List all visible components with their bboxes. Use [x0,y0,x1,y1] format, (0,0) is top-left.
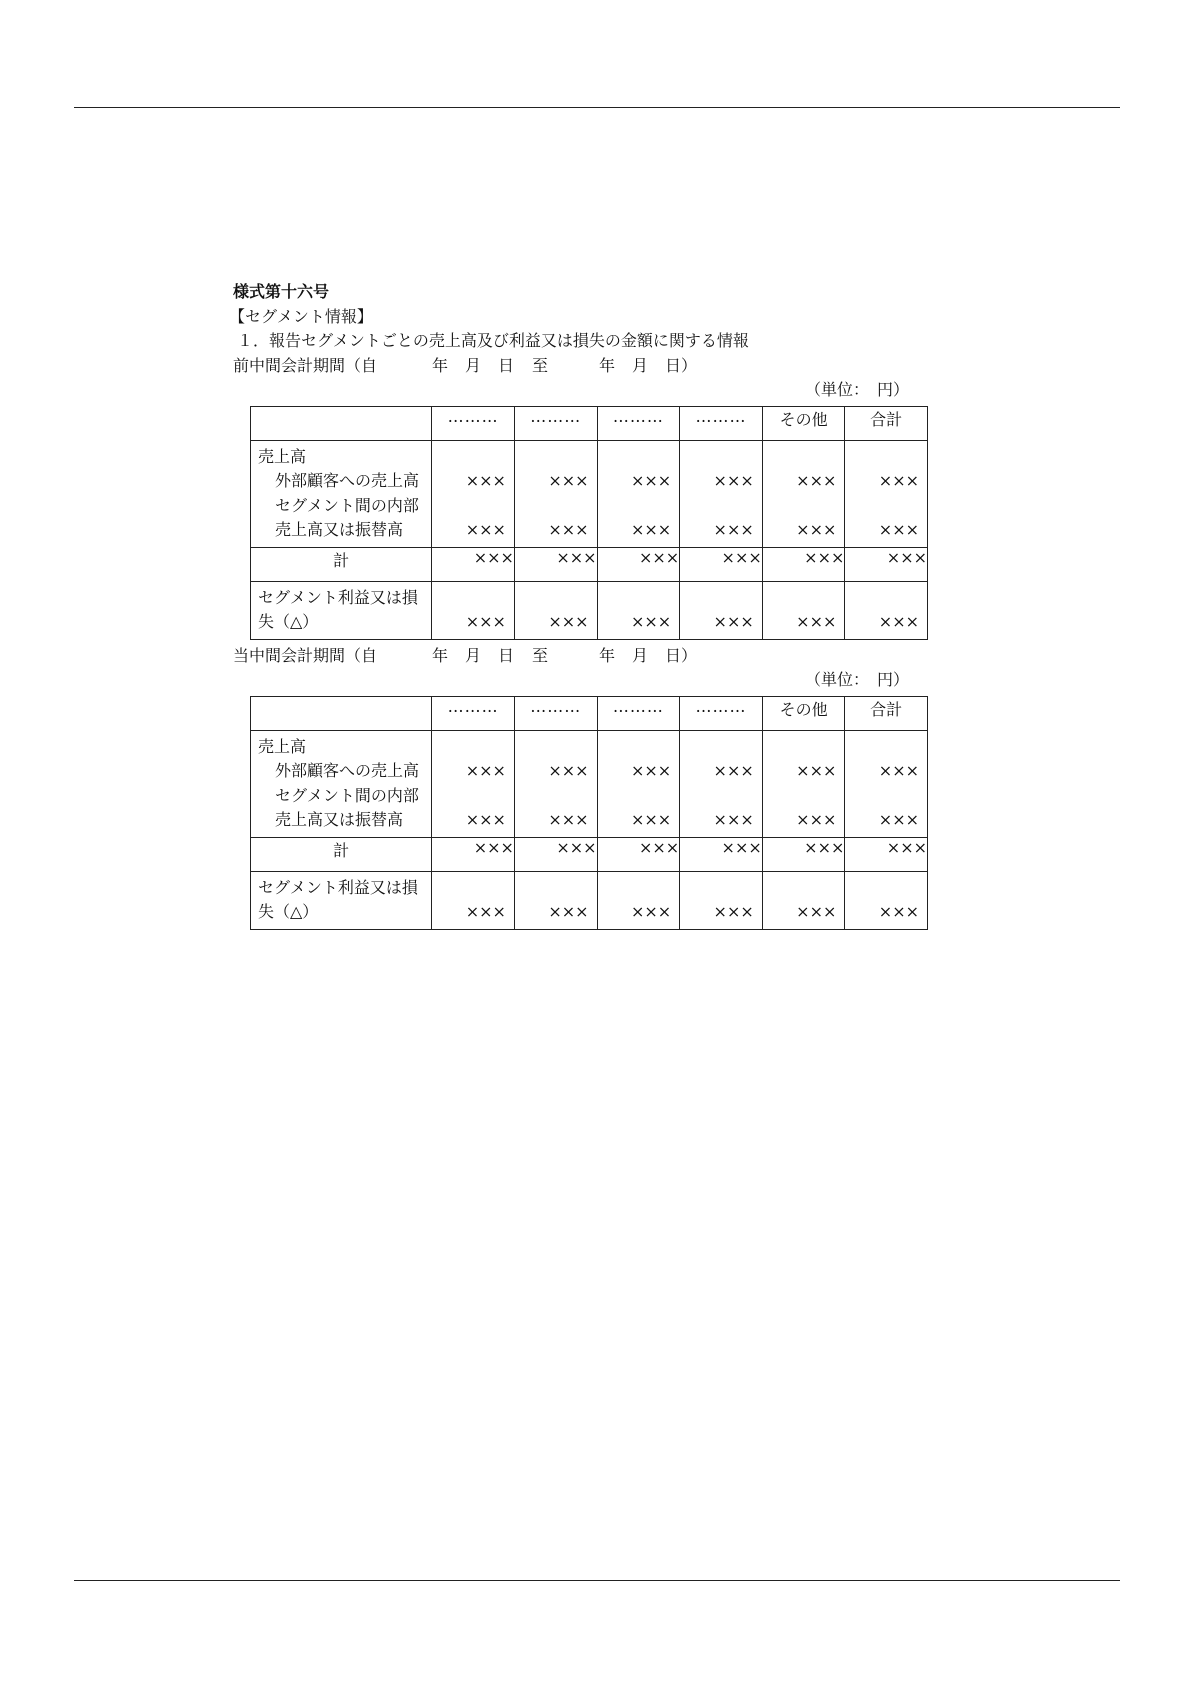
profit-value-cell: ××× [597,871,680,929]
external-sales-label: 外部顧客への売上高 [275,761,420,780]
period-to: 至 [532,355,549,375]
profit-label-1: セグメント利益又は損 [258,877,418,897]
total-value: ××× [680,547,763,581]
header-segment-1: ……… [432,696,515,730]
profit-label-1: セグメント利益又は損 [258,587,418,607]
profit-value-cell: ××× [432,581,515,639]
profit-value-cell: ××× [597,581,680,639]
external-sales-label: 外部顧客への売上高 [275,471,420,490]
internal-sales-label-1: セグメント間の内部 [275,495,419,515]
sales-values-cell: ××× ××× [597,440,680,547]
total-value: ××× [432,837,515,871]
profit-value-cell: ××× [762,581,845,639]
header-total: 合計 [845,406,928,440]
profit-label-cell [251,581,432,639]
header-segment-2: ……… [514,696,597,730]
profit-label-2: 失（△） [258,902,319,921]
header-segment-4: ……… [680,406,763,440]
header-segment-3: ……… [597,696,680,730]
sales-values-cell: ××× ××× [597,730,680,837]
profit-value-cell: ××× [680,871,763,929]
total-value: ××× [514,837,597,871]
item-title: １．報告セグメントごとの売上高及び利益又は損失の金額に関する情報 [237,331,749,350]
total-label: 計 [251,547,432,581]
period-day-from: 日 [498,355,515,375]
sales-values-cell: ××× ××× [762,440,845,547]
sales-values-cell: ××× ××× [432,730,515,837]
header-segment-3: ……… [597,406,680,440]
sales-values-cell: ××× ××× [762,730,845,837]
period-year-to: 年 [599,645,616,665]
form-title: 様式第十六号 [233,282,330,301]
profit-value-cell: ××× [514,581,597,639]
header-other: その他 [762,406,845,440]
sales-values-cell: ××× ××× [845,440,928,547]
period-year-to: 年 [599,355,616,375]
segment-table-previous [250,406,928,640]
unit-label: （単位： 円） [805,670,910,689]
internal-sales-label-1: セグメント間の内部 [275,785,419,805]
total-label: 計 [251,837,432,871]
unit-label: （単位： 円） [805,380,910,399]
period-month-from: 月 [465,355,482,375]
period-month-to: 月 [632,645,649,665]
sales-label-cell [251,730,432,837]
period-label: 当中間会計期間（自 [233,645,378,665]
period-month-to: 月 [632,355,649,375]
header-segment-1: ……… [432,406,515,440]
period-to: 至 [532,645,549,665]
header-segment-4: ……… [680,696,763,730]
internal-sales-label-2: 売上高又は振替高 [275,810,404,829]
table-row-profit [251,581,928,639]
section-title: 【セグメント情報】 [229,306,373,326]
header-rule [74,107,1120,108]
footer-rule [74,1580,1120,1581]
header-total: 合計 [845,696,928,730]
period-line-previous [233,354,933,379]
table-row-sales [251,730,928,837]
total-value: ××× [762,547,845,581]
sales-values-cell: ××× ××× [432,440,515,547]
header-blank [251,406,432,440]
sales-values-cell: ××× ××× [680,440,763,547]
period-label: 前中間会計期間（自 [233,355,378,375]
unit-line [233,378,933,403]
sales-label-cell [251,440,432,547]
unit-line [233,668,933,693]
total-value: ××× [597,547,680,581]
table-row-total [251,837,928,871]
sales-values-cell: ××× ××× [680,730,763,837]
period-year-from: 年 [432,355,449,375]
internal-sales-label-2: 売上高又は振替高 [275,520,404,539]
total-value: ××× [432,547,515,581]
sales-label: 売上高 [258,446,307,466]
document-body [229,280,933,934]
profit-value-cell: ××× [845,871,928,929]
table-header-row [251,696,928,730]
profit-value-cell: ××× [845,581,928,639]
header-segment-2: ……… [514,406,597,440]
sales-values-cell: ××× ××× [514,730,597,837]
period-month-from: 月 [465,645,482,665]
table-row-total [251,547,928,581]
profit-value-cell: ××× [432,871,515,929]
period-day-from: 日 [498,645,515,665]
header-blank [251,696,432,730]
table-row-sales [251,440,928,547]
total-value: ××× [762,837,845,871]
total-value: ××× [514,547,597,581]
profit-label-cell [251,871,432,929]
period-day-to: 日） [665,645,698,665]
segment-table-current [250,696,928,930]
period-year-from: 年 [432,645,449,665]
sales-values-cell: ××× ××× [514,440,597,547]
period-day-to: 日） [665,355,698,375]
profit-label-2: 失（△） [258,612,319,631]
total-value: ××× [680,837,763,871]
total-value: ××× [845,837,928,871]
period-line-current [233,644,933,669]
table-row-profit [251,871,928,929]
table-header-row [251,406,928,440]
sales-label: 売上高 [258,736,307,756]
total-value: ××× [845,547,928,581]
total-value: ××× [597,837,680,871]
profit-value-cell: ××× [762,871,845,929]
profit-value-cell: ××× [680,581,763,639]
header-other: その他 [762,696,845,730]
sales-values-cell: ××× ××× [845,730,928,837]
profit-value-cell: ××× [514,871,597,929]
